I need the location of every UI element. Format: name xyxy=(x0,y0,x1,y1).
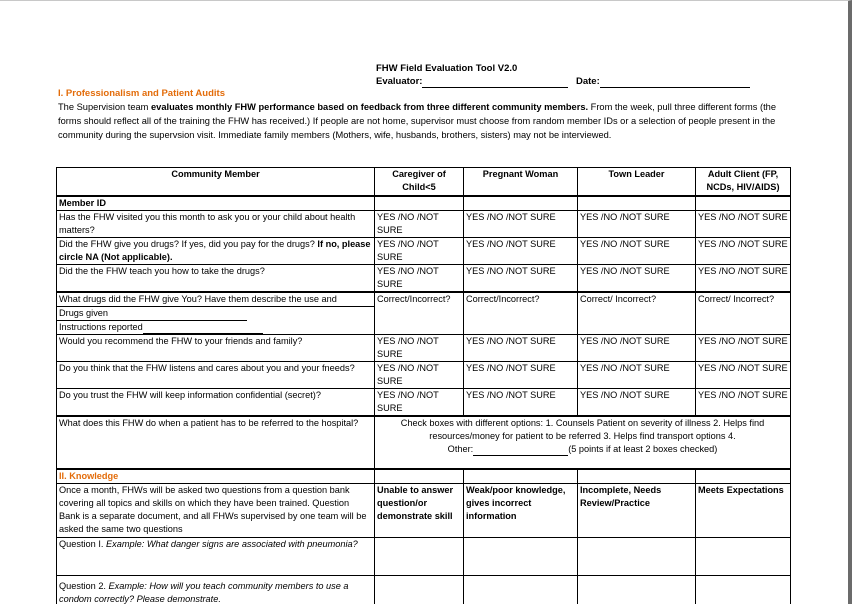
col-header-caregiver: Caregiver of Child<5 xyxy=(375,168,464,196)
intro-text-bold: evaluates monthly FHW performance based on feedback from three different community members. xyxy=(151,102,589,112)
member-id-cell[interactable] xyxy=(696,196,791,211)
section1-heading: I. Professionalism and Patient Audits xyxy=(58,88,225,99)
correct-cell[interactable]: Correct/ Incorrect? xyxy=(696,292,791,335)
instructions-text: Instructions reported xyxy=(59,321,143,332)
rating-cell[interactable] xyxy=(464,575,578,604)
rating-meets: Meets Expectations xyxy=(696,483,791,537)
table-row xyxy=(57,210,791,237)
answer-cell[interactable]: YES /NO /NOT SURE xyxy=(464,264,578,292)
answer-cell[interactable]: YES /NO /NOT SURE xyxy=(375,264,464,292)
question-example: Example: What danger signs are associated with pneumonia? xyxy=(105,538,358,549)
answer-cell[interactable]: YES /NO /NOT SURE xyxy=(375,237,464,264)
date-field[interactable] xyxy=(576,75,750,88)
empty-cell xyxy=(375,469,464,484)
referral-points-note: (5 points if at least 2 boxes checked) xyxy=(568,443,718,454)
evaluator-label: Evaluator: xyxy=(376,76,423,87)
table-row xyxy=(57,416,791,469)
table-row xyxy=(57,237,791,264)
rating-cell[interactable] xyxy=(375,575,464,604)
answer-cell[interactable]: YES /NO /NOT SURE xyxy=(578,334,696,361)
table-row xyxy=(57,483,791,537)
table-row xyxy=(57,334,791,361)
question-label: Question 2. xyxy=(59,580,109,591)
empty-cell xyxy=(578,469,696,484)
member-id-cell[interactable] xyxy=(464,196,578,211)
rating-weak: Weak/poor knowledge, gives incorrect information xyxy=(464,483,578,537)
document-title: FHW Field Evaluation Tool V2.0 xyxy=(376,63,518,74)
table-row xyxy=(57,388,791,416)
question-drugs-describe xyxy=(57,292,375,335)
question-example: Example: How will you teach community members to use a condom correctly? Please demonstrate. xyxy=(59,580,349,604)
rating-cell[interactable] xyxy=(578,537,696,575)
question-recommend: Would you recommend the FHW to your friends and family? xyxy=(57,334,375,361)
answer-cell[interactable]: YES /NO /NOT SURE xyxy=(578,388,696,416)
col-header-town-leader: Town Leader xyxy=(578,168,696,196)
answer-cell[interactable]: YES /NO /NOT SURE xyxy=(464,388,578,416)
table-row xyxy=(57,575,791,604)
answer-cell[interactable]: YES /NO /NOT SURE xyxy=(375,334,464,361)
correct-cell[interactable]: Correct/Incorrect? xyxy=(464,292,578,335)
answer-cell[interactable]: YES /NO /NOT SURE xyxy=(696,334,791,361)
correct-cell[interactable]: Correct/ Incorrect? xyxy=(578,292,696,335)
empty-cell xyxy=(696,469,791,484)
referral-options-text: Check boxes with different options: 1. Counsels Patient on severity of illness 2. Helps find resources/money for patient to be referred 3. Helps find transport options 4. xyxy=(400,417,765,441)
intro-text-2: From the week, pull three different forms (the forms should reflect all of the training the FHW has received.) If people are not home, supervisor must choose from random member IDs or a selection of people present in the community during the supervsion visit. Immediate family members (Mothers, wife, husbands, brothers, sisters) may not be interviewed. xyxy=(58,102,776,140)
knowledge-question-1 xyxy=(57,537,375,575)
section1-intro xyxy=(58,100,778,142)
table-row xyxy=(57,196,791,211)
answer-cell[interactable]: YES /NO /NOT SURE xyxy=(464,334,578,361)
evaluator-blank[interactable] xyxy=(422,87,568,88)
drugs-given-label: Drugs given xyxy=(57,307,247,321)
question-text-bold: If no, please circle NA (Not applicable). xyxy=(59,238,371,262)
question-text: Did the FHW give you drugs? If yes, did you pay for the drugs? xyxy=(59,238,315,249)
question-drugs-given xyxy=(57,237,375,264)
answer-cell[interactable]: YES /NO /NOT SURE xyxy=(578,361,696,388)
member-id-cell[interactable] xyxy=(578,196,696,211)
evaluation-table xyxy=(56,167,791,604)
section2-heading: II. Knowledge xyxy=(57,469,375,484)
title-block xyxy=(376,62,776,88)
table-row xyxy=(57,292,791,335)
date-label: Date: xyxy=(576,76,600,87)
col-header-adult-client: Adult Client (FP, NCDs, HIV/AIDS) xyxy=(696,168,791,196)
question-referral: What does this FHW do when a patient has to be referred to the hospital? xyxy=(57,416,375,469)
date-blank[interactable] xyxy=(600,87,750,88)
question-listens: Do you think that the FHW listens and cares about you and your fneeds? xyxy=(57,361,375,388)
rating-incomplete: Incomplete, Needs Review/Practice xyxy=(578,483,696,537)
rating-cell[interactable] xyxy=(375,537,464,575)
table-row xyxy=(57,264,791,292)
rating-unable: Unable to answer question/or demonstrate skill xyxy=(375,483,464,537)
table-row xyxy=(57,361,791,388)
referral-options-cell[interactable] xyxy=(375,416,791,469)
answer-cell[interactable]: YES /NO /NOT SURE xyxy=(375,361,464,388)
answer-cell[interactable]: YES /NO /NOT SURE xyxy=(464,361,578,388)
question-text: What drugs did the FHW give You? Have them describe the use and xyxy=(57,293,374,307)
rating-cell[interactable] xyxy=(696,575,791,604)
answer-cell[interactable]: YES /NO /NOT SURE xyxy=(696,264,791,292)
answer-cell[interactable]: YES /NO /NOT SURE xyxy=(578,237,696,264)
answer-cell[interactable]: YES /NO /NOT SURE xyxy=(464,237,578,264)
knowledge-intro: Once a month, FHWs will be asked two questions from a question bank covering all topics and skills on which they have been trained. Question Bank is a separate document, and all FHWs supervised by one team will be asked the same two questions xyxy=(57,483,375,537)
answer-cell[interactable]: YES /NO /NOT SURE xyxy=(578,264,696,292)
question-teach-drugs: Did the the FHW teach you how to take the drugs? xyxy=(57,264,375,292)
instructions-reported-label xyxy=(57,321,374,334)
evaluator-field[interactable] xyxy=(376,75,576,88)
correct-cell[interactable]: Correct/Incorrect? xyxy=(375,292,464,335)
referral-other-blank[interactable] xyxy=(473,455,568,456)
col-header-community-member: Community Member xyxy=(57,168,375,196)
question-visited: Has the FHW visited you this month to ask you or your child about health matters? xyxy=(57,210,375,237)
member-id-label: Member ID xyxy=(57,196,375,211)
referral-other-label: Other: xyxy=(447,443,474,454)
table-row xyxy=(57,537,791,575)
answer-cell[interactable]: YES /NO /NOT SURE xyxy=(375,210,464,237)
answer-cell[interactable]: YES /NO /NOT SURE xyxy=(696,388,791,416)
table-header-row xyxy=(57,168,791,196)
answer-cell[interactable]: YES /NO /NOT SURE xyxy=(696,210,791,237)
rating-cell[interactable] xyxy=(578,575,696,604)
answer-cell[interactable]: YES /NO /NOT SURE xyxy=(696,361,791,388)
intro-text-1: The Supervision team xyxy=(58,102,152,112)
knowledge-question-2 xyxy=(57,575,375,604)
instructions-blank[interactable] xyxy=(143,333,263,334)
table-row xyxy=(57,469,791,484)
answer-cell[interactable]: YES /NO /NOT SURE xyxy=(696,237,791,264)
answer-cell[interactable]: YES /NO /NOT SURE xyxy=(375,388,464,416)
question-confidential: Do you trust the FHW will keep information confidential (secret)? xyxy=(57,388,375,416)
rating-cell[interactable] xyxy=(696,537,791,575)
answer-cell[interactable]: YES /NO /NOT SURE xyxy=(578,210,696,237)
member-id-cell[interactable] xyxy=(375,196,464,211)
rating-cell[interactable] xyxy=(464,537,578,575)
empty-cell xyxy=(464,469,578,484)
answer-cell[interactable]: YES /NO /NOT SURE xyxy=(464,210,578,237)
col-header-pregnant-woman: Pregnant Woman xyxy=(464,168,578,196)
question-label: Question I. xyxy=(59,538,106,549)
